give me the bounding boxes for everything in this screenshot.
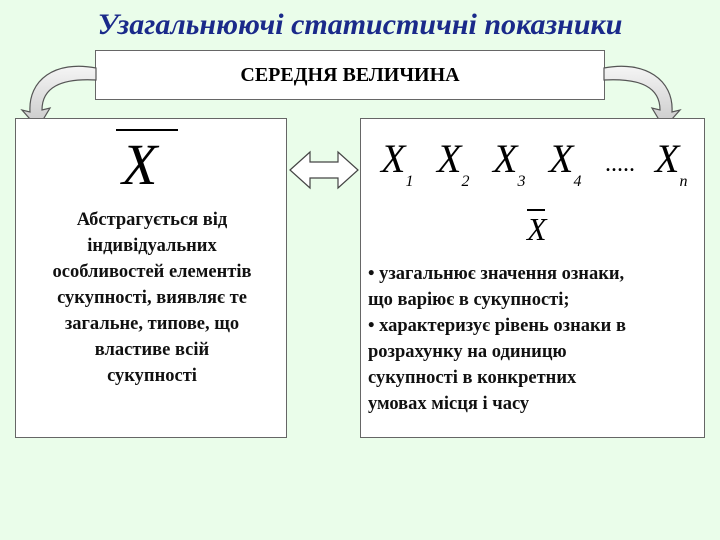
mean-symbol-small <box>525 209 555 253</box>
series-item: $X_1$ <box>381 136 414 190</box>
page-title: Узагальнюючі статистичні показники <box>97 8 623 41</box>
right-description <box>368 261 704 417</box>
series-item: $X_n$ <box>655 136 688 190</box>
bullet-line: • узагальнює значення ознаки, <box>368 264 625 284</box>
text-line: сукупності <box>107 366 197 386</box>
left-description <box>16 207 288 389</box>
subtitle-label: СЕРЕДНЯ ВЕЛИЧИНА <box>240 63 460 86</box>
overbar <box>116 129 178 131</box>
mean-letter: X <box>527 211 547 247</box>
mean-symbol <box>116 127 186 199</box>
text-line: Абстрагується від <box>76 210 228 230</box>
text-line: загальне, типове, що <box>64 314 240 334</box>
text-line: властиве всій <box>94 340 210 360</box>
left-box <box>15 118 287 438</box>
series-item: $X_2$ <box>437 136 470 190</box>
ellipsis: ..... <box>605 151 635 177</box>
bullet-line: що варіює в сукупності; <box>368 290 570 310</box>
text-line: сукупності, виявляє те <box>57 288 247 308</box>
text-line: індивідуальних <box>87 236 217 256</box>
mean-letter: X <box>122 132 158 197</box>
bullet-line: розрахунку на одиницю <box>368 342 567 362</box>
double-arrow-icon <box>290 152 358 188</box>
series-item: $X_3$ <box>493 136 526 190</box>
bullet-line: • характеризує рівень ознаки в <box>368 316 626 336</box>
bullet-line: сукупності в конкретних <box>368 368 577 388</box>
bullet-line: умовах місця і часу <box>368 394 530 414</box>
text-line: особливостей елементів <box>52 262 252 282</box>
right-box <box>360 118 705 438</box>
series-item: $X_4$ <box>549 136 582 190</box>
value-series <box>381 136 701 190</box>
